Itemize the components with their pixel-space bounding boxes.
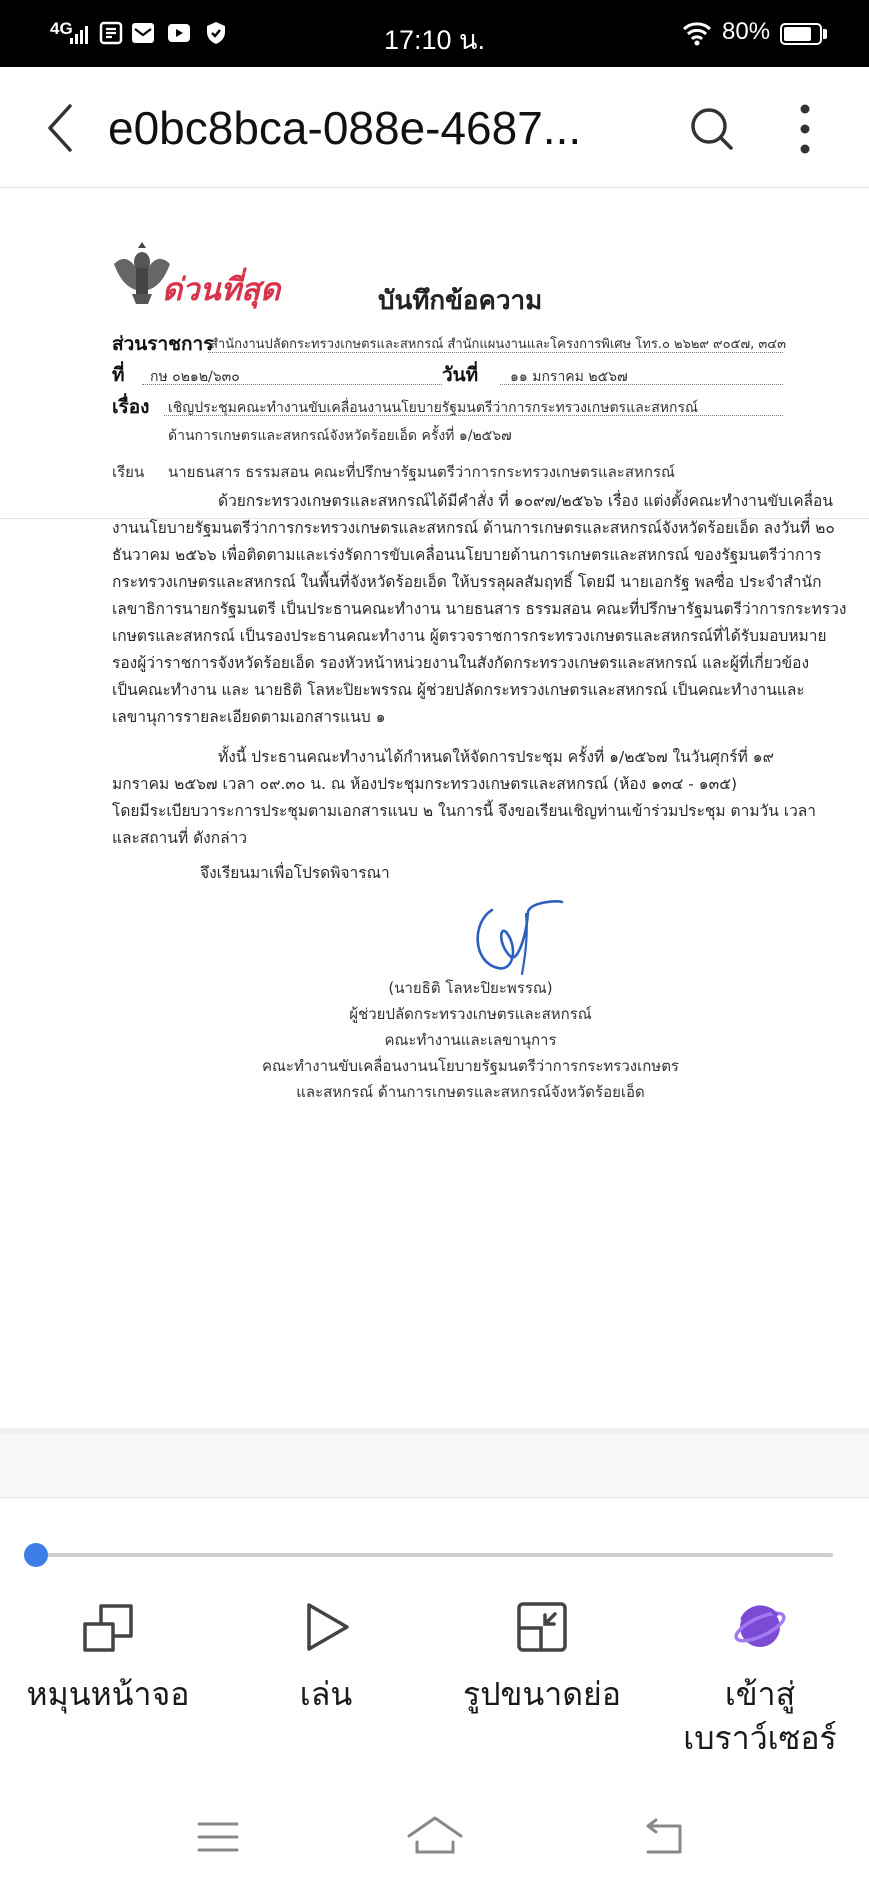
para1-line: กระทรวงเกษตรและสหกรณ์ ในพื้นที่จังหวัดร้อยเอ็ด ให้บรรลุผลสัมฤทธิ์ โดยมี นายเอกรัฐ พลซื่อ ประจำสำนัก <box>112 573 822 591</box>
signer-committee-2: และสหกรณ์ ด้านการเกษตรและสหกรณ์จังหวัดร้อยเอ็ด <box>296 1083 645 1101</box>
memo-title: บันทึกข้อความ <box>378 286 543 316</box>
ref-label: ที่ <box>112 364 125 386</box>
para1-line: รองผู้ว่าราชการจังหวัดร้อยเอ็ด รองหัวหน้าหน่วยงานในสังกัดกระทรวงเกษตรและสหกรณ์ และผู้ที่เกี่ยวข้อง <box>112 654 810 672</box>
agency-label: ส่วนราชการ <box>112 333 214 355</box>
document-viewer[interactable] <box>0 188 869 1428</box>
para2-line: มกราคม ๒๕๖๗ เวลา ๐๙.๓๐ น. ณ ห้องประชุมกระทรวงเกษตรและสหกรณ์ (ห้อง ๑๓๔ - ๑๓๕) <box>112 775 737 793</box>
menu-icon[interactable] <box>193 1812 243 1862</box>
browser-label <box>660 1672 860 1760</box>
para1-line: เลขาธิการนายกรัฐมนตรี เป็นประธานคณะทำงาน นายธนสาร ธรรมสอน คณะที่ปรึกษารัฐมนตรีว่าการกระทรวง <box>112 600 847 618</box>
play-button[interactable] <box>226 1600 426 1716</box>
rotate-screen-button[interactable] <box>8 1600 208 1716</box>
ref-underline <box>142 384 442 385</box>
signer-role: คณะทำงานและเลขานุการ <box>384 1031 557 1049</box>
signer-committee: คณะทำงานขับเคลื่อนงานนโยบายรัฐมนตรีว่าการกระทรวงเกษตร <box>261 1057 679 1075</box>
para1-line: ด้วยกระทรวงเกษตรและสหกรณ์ได้มีคำสั่ง ที่ ๑๐๙๗/๒๕๖๖ เรื่อง แต่งตั้งคณะทำงานขับเคลื่อน <box>218 492 833 510</box>
subject-label: เรื่อง <box>112 396 150 418</box>
date-underline <box>500 384 783 385</box>
thumbnail-label: รูปขนาดย่อ <box>463 1675 621 1713</box>
to-label: เรียน <box>112 463 145 481</box>
document-page <box>0 188 869 1428</box>
date-label: วันที่ <box>442 364 479 386</box>
browser-label-line-2: เบราว์เซอร์ <box>683 1719 837 1757</box>
para2-line: และสถานที่ ดังกล่าว <box>112 829 248 847</box>
play-label: เล่น <box>299 1675 353 1713</box>
back-arrow-icon[interactable] <box>40 102 80 154</box>
page-slider-track[interactable] <box>36 1553 833 1557</box>
para1-line: งานนโยบายรัฐมนตรีว่าการกระทรวงเกษตรและสหกรณ์ ด้านการเกษตรและสหกรณ์จังหวัดร้อยเอ็ด ลงวันที่ ๒๐ <box>112 519 835 537</box>
para1-line: ธันวาคม ๒๕๖๖ เพื่อติดตามและเร่งรัดการขับเคลื่อนนโยบายด้านการเกษตรและสหกรณ์ ของรัฐมนตรีว่าการ <box>112 546 822 564</box>
closing-text: จึงเรียนมาเพื่อโปรดพิจารณา <box>200 864 390 882</box>
play-icon <box>299 1600 353 1654</box>
signer-name: (นายธิติ โลหะปิยะพรรณ) <box>388 979 553 997</box>
open-in-browser-button[interactable] <box>660 1600 860 1760</box>
clock: 17:10 น. <box>383 25 486 55</box>
para1-line: เกษตรและสหกรณ์ เป็นรองประธานคณะทำงาน ผู้ตรวจราชการกระทรวงเกษตรและสหกรณ์ที่ได้รับมอบหมาย <box>112 627 827 645</box>
browser-label-line-1: เข้าสู่ <box>724 1675 796 1713</box>
system-nav-bar <box>0 1798 869 1883</box>
urgent-stamp: ด่วนที่สุด <box>162 272 281 308</box>
home-icon[interactable] <box>405 1812 465 1862</box>
battery-tip <box>823 29 827 39</box>
subject-line-1: เชิญประชุมคณะทำงานขับเคลื่อนงานนโยบายรัฐมนตรีว่าการกระทรวงเกษตรและสหกรณ์ <box>168 400 698 416</box>
agency-underline <box>208 352 783 353</box>
para2-line: โดยมีระเบียบวาระการประชุมตามเอกสารแนบ ๒ ในการนี้ จึงขอเรียนเชิญท่านเข้าร่วมประชุม ตามวัน เวลา <box>112 802 816 820</box>
more-vertical-icon[interactable] <box>790 103 820 155</box>
app-bar <box>0 67 869 188</box>
subject-line-2: ด้านการเกษตรและสหกรณ์จังหวัดร้อยเอ็ด ครั้งที่ ๑/๒๕๖๗ <box>168 428 512 444</box>
status-bar <box>0 0 869 67</box>
back-nav-icon[interactable] <box>638 1812 688 1862</box>
bottom-toolbar <box>0 1498 869 1798</box>
page-slider-thumb[interactable] <box>24 1543 48 1567</box>
rotate-icon <box>81 1600 135 1654</box>
para2-line: ทั้งนี้ ประธานคณะทำงานได้กำหนดให้จัดการประชุม ครั้งที่ ๑/๒๕๖๗ ในวันศุกร์ที่ ๑๙ <box>218 748 774 766</box>
search-icon[interactable] <box>688 105 734 151</box>
document-title: e0bc8bca-088e-4687... <box>108 102 582 154</box>
battery-percent: 80% <box>722 18 771 45</box>
subject-underline <box>164 415 783 416</box>
to-value: นายธนสาร ธรรมสอน คณะที่ปรึกษารัฐมนตรีว่าการกระทรวงเกษตรและสหกรณ์ <box>168 463 675 481</box>
page-gap <box>0 1428 869 1498</box>
date-value: ๑๑ มกราคม ๒๕๖๗ <box>510 369 628 385</box>
battery-icon <box>780 23 822 45</box>
para1-line: เลขานุการรายละเอียดตามเอกสารแนบ ๑ <box>112 708 386 726</box>
para1-line: เป็นคณะทำงาน และ นายธิติ โลหะปิยะพรรณ ผู้ช่วยปลัดกระทรวงเกษตรและสหกรณ์ เป็นคณะทำงานและ <box>112 681 805 699</box>
minimize-icon <box>515 1600 569 1654</box>
signer-position: ผู้ช่วยปลัดกระทรวงเกษตรและสหกรณ์ <box>349 1005 592 1023</box>
rotate-label: หมุนหน้าจอ <box>26 1675 190 1713</box>
thumbnail-button[interactable] <box>442 1600 642 1716</box>
agency-value: สำนักงานปลัดกระทรวงเกษตรและสหกรณ์ สำนักแผนงานและโครงการพิเศษ โทร.๐ ๒๖๒๙ ๙๐๕๗, ๓๔๓ <box>210 337 786 352</box>
planet-browser-icon <box>733 1600 787 1654</box>
network-type: 4G <box>50 19 73 38</box>
signature-icon <box>470 892 570 982</box>
wifi-icon <box>682 20 712 46</box>
ref-value: กษ ๐๒๑๒/๖๓๐ <box>150 369 240 385</box>
